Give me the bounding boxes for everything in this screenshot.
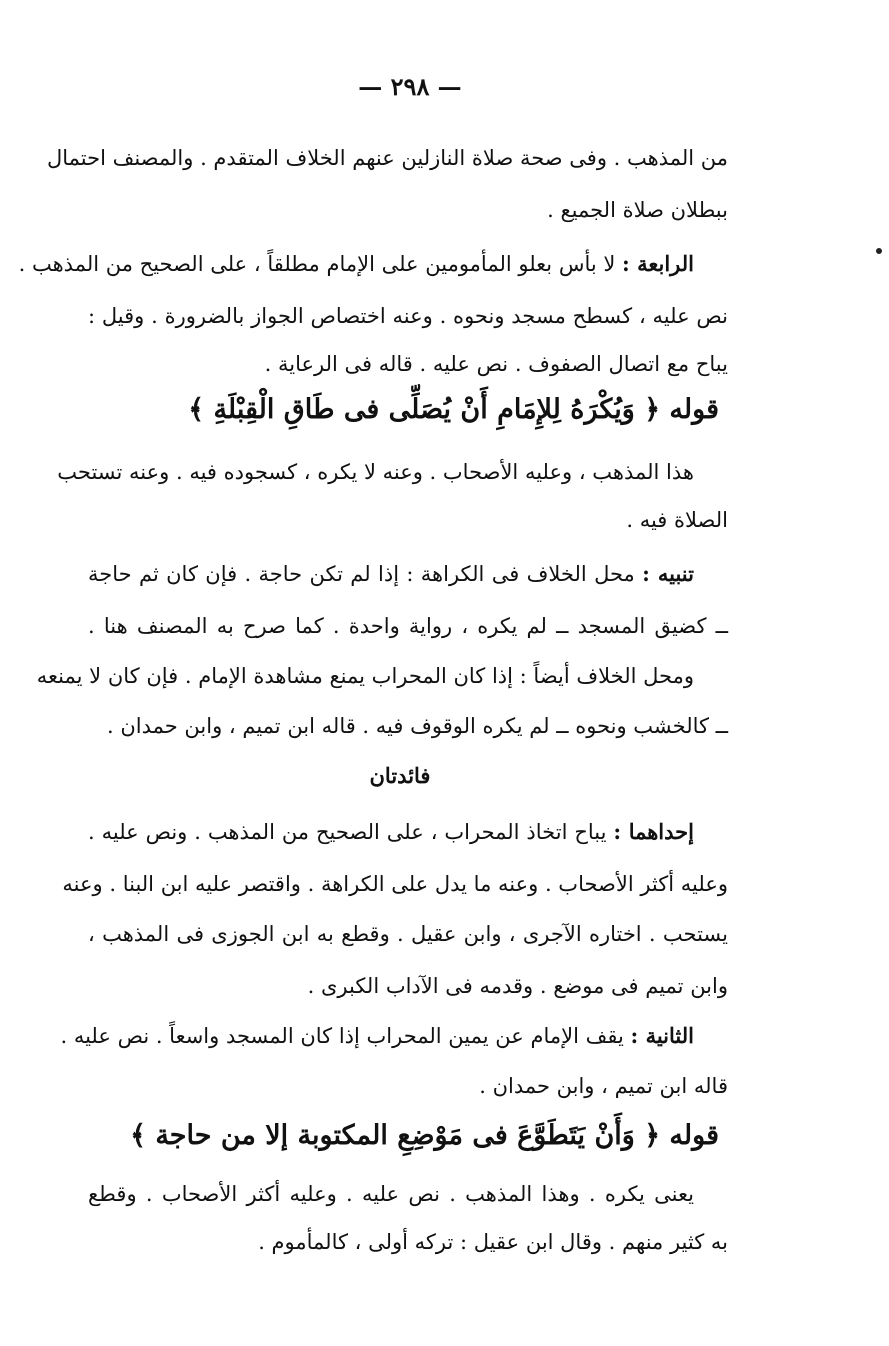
text-line: ومحل الخلاف أيضاً : إذا كان المحراب يمنع مشاهدة الإمام . فإن كان لا يمنعه [36, 664, 694, 688]
quoted-text-heading: قوله ﴿ وَيُكْرَهُ لِلإِمَامِ أَنْ يُصَلِّى فى طَاقِ الْقِبْلَةِ ﴾ [188, 394, 719, 425]
page-number: — ٢٩٨ — [358, 72, 462, 101]
line-text: يباح اتخاذ المحراب ، على الصحيح من المذهب . ونص عليه . [88, 820, 607, 844]
section-lead: إحداهما : [613, 819, 694, 844]
text-line: به كثير منهم . وقال ابن عقيل : تركه أولى ، كالمأموم . [258, 1230, 728, 1254]
text-line: يستحب . اختاره الآجرى ، وابن عقيل . وقطع به ابن الجوزى فى المذهب ، [88, 922, 728, 946]
text-line: من المذهب . وفى صحة صلاة النازلين عنهم الخلاف المتقدم . والمصنف احتمال [46, 146, 728, 170]
scan-speck [876, 248, 882, 254]
text-line: نص عليه ، كسطح مسجد ونحوه . وعنه اختصاص الجواز بالضرورة . وقيل : [88, 304, 728, 328]
text-line: ــ كضيق المسجد ــ لم يكره ، رواية واحدة . كما صرح به المصنف هنا . [88, 614, 728, 638]
text-line: وعليه أكثر الأصحاب . وعنه ما يدل على الكراهة . واقتصر عليه ابن البنا . وعنه [62, 872, 728, 896]
line-text: لا بأس بعلو المأمومين على الإمام مطلقاً ، على الصحيح من المذهب . [18, 252, 616, 276]
section-subheading: فائدتان [369, 763, 431, 788]
text-line: قاله ابن تميم ، وابن حمدان . [479, 1074, 728, 1098]
text-line: هذا المذهب ، وعليه الأصحاب . وعنه لا يكره ، كسجوده فيه . وعنه تستحب [57, 460, 694, 484]
section-lead: تنبيه : [642, 561, 694, 586]
text-line [88, 812, 728, 852]
text-line [88, 554, 728, 594]
text-line: ــ كالخشب ونحوه ــ لم يكره الوقوف فيه . قاله ابن تميم ، وابن حمدان . [106, 714, 728, 738]
text-line: يعنى يكره . وهذا المذهب . نص عليه . وعليه أكثر الأصحاب . وقطع [88, 1182, 694, 1206]
section-lead: الرابعة : [622, 251, 694, 276]
quoted-text-heading: قوله ﴿ وَأَنْ يَتَطَوَّعَ فى مَوْضِعِ المكتوبة إلا من حاجة ﴾ [130, 1120, 719, 1151]
section-lead: الثانية : [630, 1023, 694, 1048]
line-text: يقف الإمام عن يمين المحراب إذا كان المسجد واسعاً . نص عليه . [60, 1024, 624, 1048]
text-line [60, 1016, 728, 1056]
text-line: وابن تميم فى موضع . وقدمه فى الآداب الكبرى . [307, 974, 728, 998]
text-line: يباح مع اتصال الصفوف . نص عليه . قاله فى الرعاية . [264, 352, 728, 376]
text-line: ببطلان صلاة الجميع . [547, 198, 728, 222]
text-line [18, 244, 728, 284]
text-line: الصلاة فيه . [626, 508, 728, 532]
line-text: محل الخلاف فى الكراهة : إذا لم تكن حاجة . فإن كان ثم حاجة [88, 562, 635, 586]
